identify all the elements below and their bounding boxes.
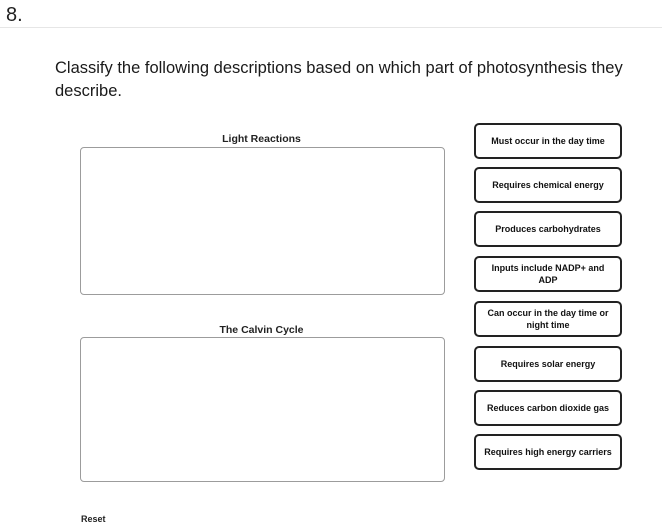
card-label: Can occur in the day time or night time (487, 308, 609, 330)
reset-button[interactable]: Reset (81, 514, 106, 524)
card-label: Requires high energy carriers (484, 447, 612, 457)
zone-label-light-reactions: Light Reactions (222, 133, 301, 145)
card-label: Inputs include NADP+ and ADP (491, 263, 605, 285)
card-label: Produces carbohydrates (495, 224, 601, 234)
card-label: Requires chemical energy (492, 180, 604, 190)
question-number: 8. (6, 4, 23, 26)
zone-label-calvin-cycle: The Calvin Cycle (219, 324, 304, 336)
card-requires-chemical-energy[interactable] (474, 167, 622, 203)
card-label: Reduces carbon dioxide gas (486, 403, 610, 413)
card-requires-solar-energy[interactable] (474, 346, 622, 382)
drop-zone-light-reactions[interactable] (80, 147, 445, 295)
card-high-energy-carriers[interactable] (474, 434, 622, 470)
card-label: Requires solar energy (500, 359, 596, 369)
drop-zone-calvin-cycle[interactable] (80, 337, 445, 482)
card-must-occur-day[interactable] (474, 123, 622, 159)
question-prompt: Classify the following descriptions based on which part of photosynthesis they describe. (55, 59, 623, 100)
card-reduces-co2[interactable] (474, 390, 622, 426)
card-inputs-nadp-adp[interactable] (474, 256, 622, 292)
card-produces-carbohydrates[interactable] (474, 211, 622, 247)
header-divider (0, 27, 662, 28)
card-day-or-night[interactable] (474, 301, 622, 337)
card-label: Must occur in the day time (491, 136, 605, 146)
